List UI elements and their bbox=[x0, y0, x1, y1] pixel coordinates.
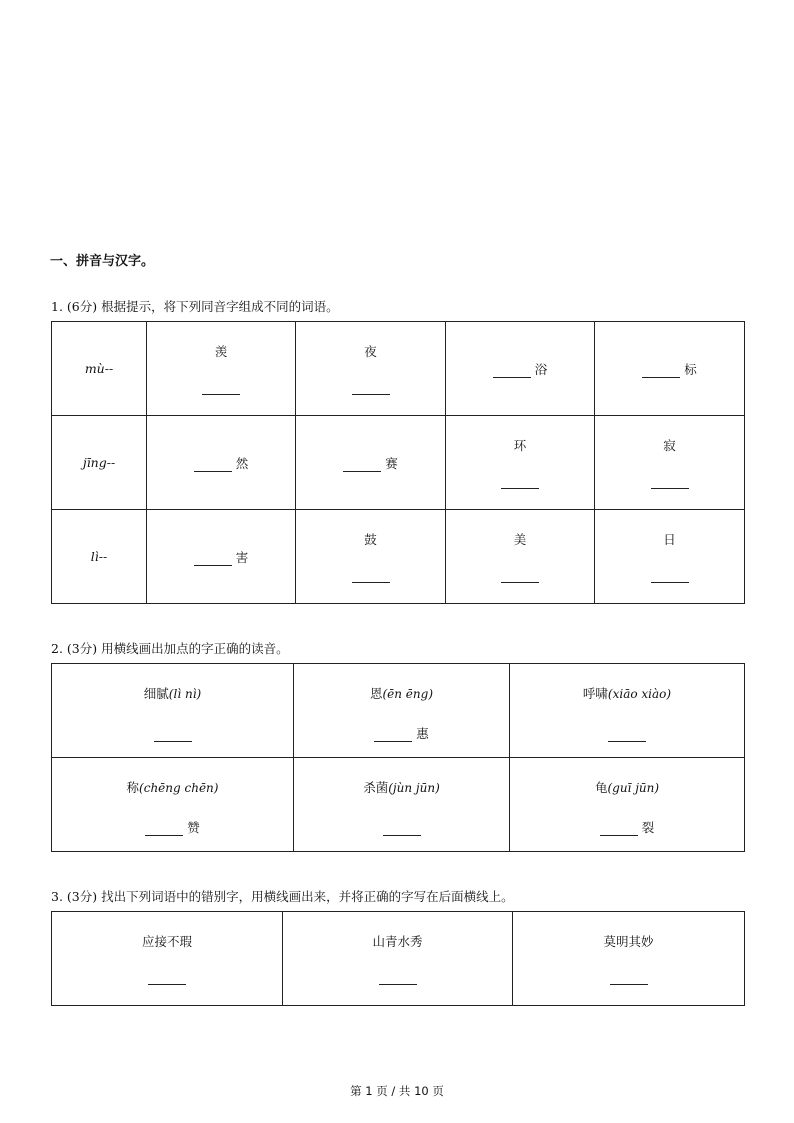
given-character: 浴 bbox=[534, 361, 548, 377]
question-3-title bbox=[51, 887, 514, 905]
word-with-pinyin bbox=[52, 684, 293, 702]
reading-cell bbox=[52, 664, 294, 758]
answer-blank[interactable] bbox=[610, 984, 648, 985]
answer-cell bbox=[446, 322, 595, 416]
answer-blank[interactable] bbox=[600, 823, 638, 836]
answer-blank[interactable] bbox=[343, 459, 381, 472]
answer-cell bbox=[446, 510, 595, 604]
answer-blank[interactable] bbox=[501, 582, 539, 583]
answer-blank[interactable] bbox=[202, 394, 240, 395]
word-with-pinyin bbox=[52, 778, 293, 796]
answer-blank[interactable] bbox=[501, 488, 539, 489]
answer-blank[interactable] bbox=[145, 823, 183, 836]
given-character: 惠 bbox=[416, 726, 429, 741]
given-character: 裂 bbox=[641, 820, 655, 835]
pinyin-options: (xiāo xiào) bbox=[607, 687, 672, 701]
word-with-typo: 山青水秀 bbox=[372, 934, 423, 949]
pinyin-label: mù-- bbox=[84, 361, 114, 376]
given-character: 标 bbox=[684, 361, 697, 377]
word-with-pinyin bbox=[510, 684, 744, 702]
word: 杀菌 bbox=[363, 780, 389, 795]
answer-cell bbox=[595, 416, 745, 510]
given-character: 鼓 bbox=[364, 532, 377, 547]
word: 称 bbox=[126, 780, 140, 795]
answer-blank[interactable] bbox=[154, 729, 192, 742]
q3-prompt: 找出下列词语中的错别字，用横线画出来，并将正确的字写在后面横线上。 bbox=[101, 889, 514, 904]
answer-blank[interactable] bbox=[651, 488, 689, 489]
q2-number: 2. bbox=[51, 641, 63, 656]
answer-cell bbox=[595, 510, 745, 604]
answer-blank[interactable] bbox=[194, 459, 232, 472]
q2-score: (3分) bbox=[66, 641, 98, 656]
answer-cell bbox=[147, 510, 296, 604]
word: 呼啸 bbox=[582, 686, 608, 701]
word-with-pinyin bbox=[294, 778, 509, 796]
q1-number: 1. bbox=[51, 299, 63, 314]
answer-blank[interactable] bbox=[651, 582, 689, 583]
reading-cell bbox=[294, 758, 510, 852]
q2-prompt: 用横线画出加点的字正确的读音。 bbox=[101, 641, 289, 656]
given-character: 害 bbox=[235, 549, 249, 565]
word-cell bbox=[513, 912, 745, 1006]
table-row bbox=[52, 758, 745, 852]
question-1-title bbox=[51, 297, 339, 315]
page-footer: 第 1 页 / 共 10 页 bbox=[350, 1084, 444, 1098]
reading-cell bbox=[294, 664, 510, 758]
answer-blank[interactable] bbox=[194, 553, 232, 566]
q1-score: (6分) bbox=[66, 299, 98, 314]
pinyin-options: (chēng chēn) bbox=[139, 781, 219, 795]
reading-cell bbox=[52, 758, 294, 852]
answer-blank[interactable] bbox=[493, 365, 531, 378]
section-title: 一、拼音与汉字。 bbox=[50, 254, 155, 269]
pinyin-options: (guī jūn) bbox=[607, 781, 660, 795]
answer-cell bbox=[296, 322, 446, 416]
answer-cell bbox=[296, 416, 446, 510]
table-row bbox=[52, 416, 745, 510]
given-character: 赛 bbox=[385, 455, 398, 471]
answer-blank[interactable] bbox=[374, 729, 412, 742]
question-2-title bbox=[51, 639, 289, 657]
pinyin-label-cell bbox=[52, 510, 147, 604]
pinyin-label: lì-- bbox=[90, 549, 108, 564]
answer-blank[interactable] bbox=[383, 823, 421, 836]
table-row bbox=[52, 510, 745, 604]
given-character: 羡 bbox=[214, 344, 228, 359]
given-character: 寂 bbox=[663, 438, 676, 453]
question-1-table bbox=[51, 321, 745, 604]
answer-cell bbox=[446, 416, 595, 510]
word-with-typo: 应接不瑕 bbox=[141, 934, 192, 949]
given-character: 然 bbox=[235, 455, 249, 471]
given-character: 夜 bbox=[364, 344, 377, 359]
answer-blank[interactable] bbox=[642, 365, 680, 378]
word-cell bbox=[283, 912, 513, 1006]
pinyin-label-cell bbox=[52, 322, 147, 416]
question-3-table bbox=[51, 911, 745, 1006]
word-with-pinyin bbox=[510, 778, 744, 796]
pinyin-options: (ēn ēng) bbox=[382, 687, 434, 701]
reading-cell bbox=[510, 664, 745, 758]
question-2-table bbox=[51, 663, 745, 852]
reading-cell bbox=[510, 758, 745, 852]
answer-cell bbox=[595, 322, 745, 416]
q1-prompt: 根据提示，将下列同音字组成不同的词语。 bbox=[101, 299, 339, 314]
given-character: 赞 bbox=[187, 820, 200, 835]
answer-blank[interactable] bbox=[608, 729, 646, 742]
answer-cell bbox=[147, 322, 296, 416]
word-with-pinyin bbox=[294, 684, 509, 702]
q3-score: (3分) bbox=[66, 889, 98, 904]
table-row bbox=[52, 322, 745, 416]
answer-cell bbox=[147, 416, 296, 510]
answer-cell bbox=[296, 510, 446, 604]
answer-blank[interactable] bbox=[352, 582, 390, 583]
word-with-typo: 莫明其妙 bbox=[603, 934, 654, 949]
table-row bbox=[52, 664, 745, 758]
word: 细腻 bbox=[143, 686, 169, 701]
given-character: 日 bbox=[663, 532, 676, 547]
pinyin-label: jīng-- bbox=[82, 455, 116, 470]
q3-number: 3. bbox=[51, 889, 63, 904]
pinyin-options: (lì nì) bbox=[168, 687, 202, 701]
table-row bbox=[52, 912, 745, 1006]
pinyin-label-cell bbox=[52, 416, 147, 510]
answer-blank[interactable] bbox=[148, 984, 186, 985]
given-character: 美 bbox=[513, 532, 527, 547]
word: 龟 bbox=[594, 780, 608, 795]
pinyin-options: (jùn jūn) bbox=[388, 781, 440, 795]
answer-blank[interactable] bbox=[379, 984, 417, 985]
word-cell bbox=[52, 912, 283, 1006]
given-character: 环 bbox=[513, 438, 527, 453]
answer-blank[interactable] bbox=[352, 394, 390, 395]
word: 恩 bbox=[369, 686, 383, 701]
